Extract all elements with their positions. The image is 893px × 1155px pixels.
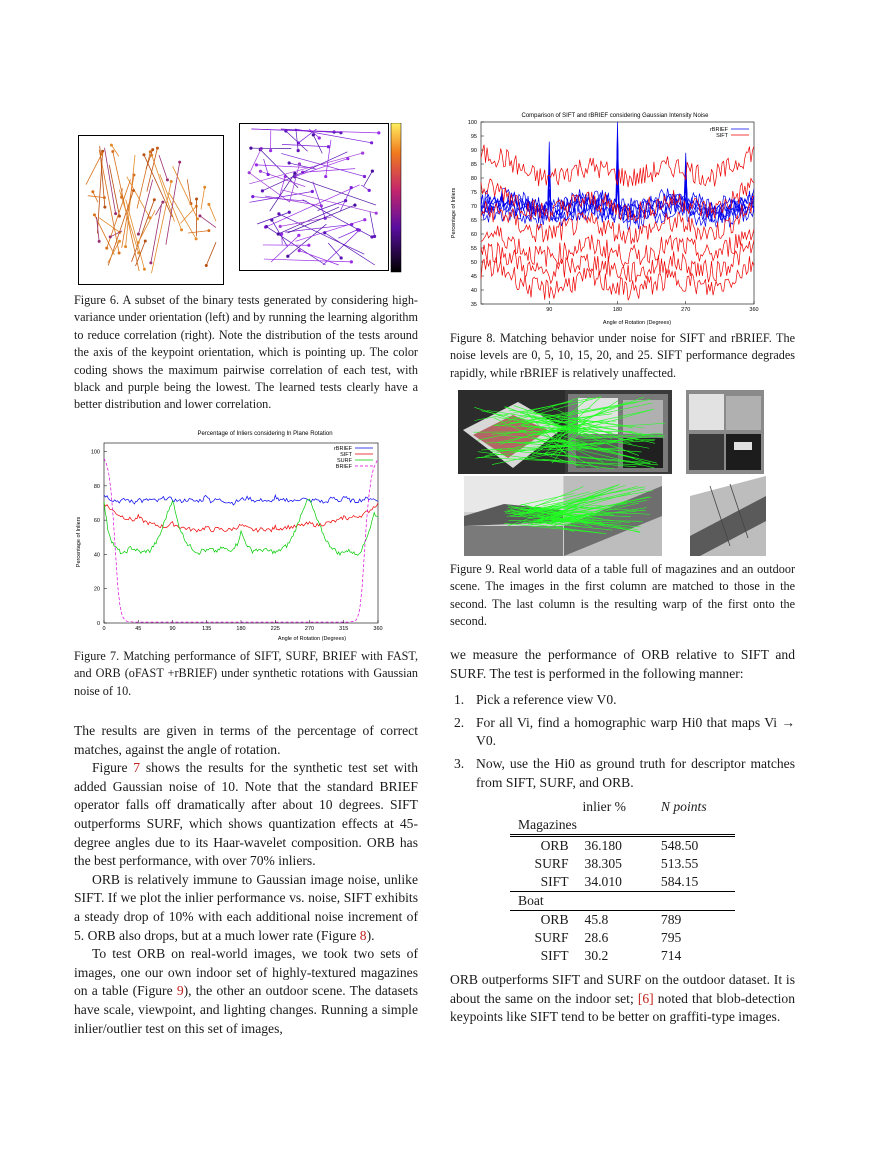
list-item: 3. Now, use the Hi0 as ground truth for descriptor matches from SIFT, SURF, and ORB. bbox=[454, 755, 795, 790]
y-tick-label: 65 bbox=[470, 218, 477, 224]
test-point bbox=[207, 203, 210, 206]
x-tick-label: 270 bbox=[304, 626, 315, 632]
test-point bbox=[375, 212, 378, 215]
y-tick-label: 70 bbox=[470, 204, 477, 210]
test-point bbox=[248, 171, 251, 174]
test-point bbox=[311, 190, 314, 193]
paragraph: we measure the performance of ORB relative to SIFT and SURF. The test is performed in the following manner: bbox=[450, 647, 795, 681]
table-row: SURF 38.305 513.55 bbox=[534, 856, 699, 871]
test-point bbox=[196, 217, 199, 220]
chart-title: Percentage of Inliers considering In Plane Rotation bbox=[197, 431, 333, 437]
x-tick-label: 90 bbox=[546, 307, 553, 313]
test-point bbox=[324, 175, 327, 178]
x-tick-label: 0 bbox=[102, 626, 106, 632]
test-point bbox=[297, 234, 300, 237]
y-tick-label: 60 bbox=[470, 232, 477, 238]
test-point bbox=[111, 150, 114, 153]
test-point bbox=[109, 235, 112, 238]
test-point bbox=[361, 151, 364, 154]
group-row bbox=[510, 892, 735, 911]
paragraph: ORB is relatively immune to Gaussian image noise, unlike SIFT. If we plot the inlier performance vs. noise, SIFT exhibits a steady drop of 10% with each additional noise increment of 5. ORB also drops, but at a much lower rate (Figure 8). bbox=[74, 871, 418, 943]
binary-tests-right-panel bbox=[239, 123, 389, 271]
y-tick-label: 55 bbox=[470, 246, 477, 252]
table-row: SURF 28.6 795 bbox=[534, 930, 682, 945]
test-point bbox=[286, 255, 289, 258]
test-point bbox=[120, 196, 123, 199]
x-tick-label: 180 bbox=[612, 307, 623, 313]
test-point bbox=[103, 206, 106, 209]
x-tick-label: 360 bbox=[749, 307, 759, 313]
test-point bbox=[277, 212, 280, 215]
group-label: Magazines bbox=[518, 817, 577, 832]
test-point bbox=[353, 204, 356, 207]
y-tick-label: 20 bbox=[93, 586, 100, 593]
test-point bbox=[195, 237, 198, 240]
magazines-warp-image bbox=[686, 390, 764, 474]
test-point bbox=[350, 260, 353, 263]
x-tick-label: 225 bbox=[270, 626, 280, 632]
legend-label: BRIEF bbox=[335, 464, 352, 470]
legend-label: SIFT bbox=[716, 133, 728, 139]
legend-label: rBRIEF bbox=[333, 446, 352, 452]
test-point bbox=[327, 145, 330, 148]
table-row: ORB 36.180 548.50 bbox=[540, 838, 699, 853]
test-point bbox=[346, 157, 349, 160]
series-line-rbrief bbox=[104, 495, 378, 505]
test-point bbox=[270, 218, 273, 221]
x-tick-label: 45 bbox=[135, 626, 142, 632]
list-item: 1. Pick a reference view V0. bbox=[454, 692, 617, 708]
test-point bbox=[279, 225, 282, 228]
x-tick-label: 90 bbox=[169, 626, 176, 632]
legend-label: SURF bbox=[337, 458, 352, 464]
test-point bbox=[98, 240, 101, 243]
test-point bbox=[103, 196, 106, 199]
test-point bbox=[170, 180, 173, 183]
test-point bbox=[318, 136, 321, 139]
test-point bbox=[307, 244, 310, 247]
test-point bbox=[298, 249, 301, 252]
y-axis-label: Percentage of Inliers bbox=[76, 516, 82, 568]
test-point bbox=[142, 153, 145, 156]
x-tick-label: 180 bbox=[236, 626, 246, 632]
x-axis-label: Angle of Rotation (Degrees) bbox=[277, 636, 347, 642]
test-point bbox=[114, 212, 117, 215]
figure-8-link[interactable]: 8 bbox=[359, 927, 367, 943]
test-point bbox=[180, 228, 183, 231]
test-point bbox=[93, 213, 96, 216]
y-tick-label: 50 bbox=[470, 260, 477, 266]
series-line-sift bbox=[481, 256, 754, 300]
legend-label: rBRIEF bbox=[709, 127, 728, 133]
figure-9 bbox=[458, 390, 788, 558]
group-row bbox=[510, 816, 735, 836]
y-tick-label: 60 bbox=[93, 518, 100, 525]
column-header: inlier % bbox=[582, 799, 626, 814]
y-tick-label: 80 bbox=[470, 176, 477, 182]
series-line-sift bbox=[104, 503, 378, 532]
series-line-rbrief bbox=[481, 170, 754, 224]
test-point bbox=[332, 130, 335, 133]
test-point bbox=[151, 148, 154, 151]
test-point bbox=[149, 261, 152, 264]
figure-8-chart bbox=[447, 108, 767, 326]
test-point bbox=[156, 147, 159, 150]
y-tick-label: 40 bbox=[93, 552, 100, 559]
test-point bbox=[124, 245, 127, 248]
test-point bbox=[207, 229, 210, 232]
paragraph: To test ORB on real-world images, we took two sets of images, one our own indoor set of highly-textured magazines on a table (Figure 9), the other an outdoor scene. The datasets have scale, viewpoint, and lighting changes. Running a simple inlier/outlier test on this set of images, bbox=[74, 946, 418, 1036]
series-line-brief bbox=[104, 458, 378, 622]
test-point bbox=[137, 251, 140, 254]
table-row: SIFT 34.010 584.15 bbox=[510, 873, 735, 892]
y-tick-label: 45 bbox=[470, 274, 477, 280]
left-column-text bbox=[74, 722, 418, 1038]
right-column-text bbox=[450, 646, 795, 796]
table-row: SIFT 30.2 714 bbox=[540, 948, 682, 963]
binary-tests-left-panel bbox=[78, 135, 224, 285]
test-point bbox=[166, 178, 169, 181]
list-item: 2. For all Vi, find a homographic warp Hi0 that maps Vi → V0. bbox=[454, 714, 795, 749]
legend-label: SIFT bbox=[340, 452, 352, 458]
group-label: Boat bbox=[518, 893, 544, 908]
test-point bbox=[132, 189, 135, 192]
y-tick-label: 40 bbox=[470, 288, 477, 294]
test-point bbox=[371, 169, 374, 172]
test-point bbox=[312, 133, 315, 136]
test-point bbox=[118, 251, 121, 254]
figure-7-chart bbox=[72, 424, 420, 642]
test-point bbox=[293, 172, 296, 175]
paragraph: Figure 7 shows the results for the synthetic test set with added Gaussian noise of 10. Note that the standard BRIEF operator falls off dramatically after about 10 degrees. SIFT outperforms SURF, which shows quantization effects at 45-degree angles due to its Haar-wavelet composition. ORB has the best performance, with over 70% inliers. bbox=[74, 760, 419, 869]
test-point bbox=[249, 147, 252, 150]
test-point bbox=[137, 233, 140, 236]
chart-title: Comparison of SIFT and rBRIEF considering Gaussian Intensity Noise bbox=[521, 113, 709, 119]
figure-6-caption: Figure 6. A subset of the binary tests generated by considering high-variance under orientation (left) and by running the learning algorithm to reduce correlation (right). Note the distribution of the tests around the axis of the keypoint orientation, which is pointing up. The color coding shows the maximum pairwise correlation of each test, with black and purple being the lowest. The learned tests clearly have a better distribution and lower correlation. bbox=[74, 293, 418, 412]
test-point bbox=[161, 201, 164, 204]
figure-7-link[interactable]: 7 bbox=[133, 760, 141, 776]
test-point bbox=[205, 264, 208, 267]
test-point bbox=[288, 211, 291, 214]
test-point bbox=[297, 149, 300, 152]
x-axis-label: Angle of Rotation (Degrees) bbox=[602, 320, 672, 326]
test-point bbox=[323, 231, 326, 234]
test-point bbox=[198, 214, 201, 217]
test-point bbox=[363, 218, 366, 221]
magazines-match-image bbox=[458, 390, 672, 474]
column-header: N points bbox=[660, 799, 707, 814]
test-point bbox=[370, 141, 373, 144]
test-point bbox=[137, 241, 140, 244]
test-point bbox=[105, 247, 108, 250]
test-point bbox=[251, 195, 254, 198]
test-point bbox=[368, 189, 371, 192]
figure-7-caption: Figure 7. Matching performance of SIFT, SURF, BRIEF with FAST, and ORB (oFAST +rBRIEF) under synthetic rotations with Gaussian noise of 10. bbox=[74, 649, 418, 698]
test-point bbox=[340, 256, 343, 259]
x-tick-label: 360 bbox=[373, 626, 383, 632]
test-point bbox=[91, 190, 94, 193]
y-tick-label: 80 bbox=[93, 483, 100, 490]
test-point bbox=[153, 198, 156, 201]
figure-6 bbox=[74, 121, 419, 286]
test-point bbox=[110, 144, 113, 147]
y-tick-label: 90 bbox=[470, 148, 477, 154]
y-tick-label: 85 bbox=[470, 162, 477, 168]
table-header-row bbox=[510, 798, 735, 816]
y-tick-label: 0 bbox=[96, 621, 100, 627]
test-point bbox=[143, 268, 146, 271]
boat-match-image bbox=[464, 476, 662, 556]
plot-area bbox=[468, 120, 759, 313]
test-point bbox=[195, 198, 198, 201]
y-tick-label: 95 bbox=[470, 134, 477, 140]
y-axis-label: Percentage of Inliers bbox=[451, 187, 457, 239]
y-tick-label: 100 bbox=[90, 449, 100, 456]
x-tick-label: 315 bbox=[339, 626, 349, 632]
test-point bbox=[101, 150, 104, 153]
figure-9-link[interactable]: 9 bbox=[176, 983, 184, 999]
test-point bbox=[118, 240, 121, 243]
test-point bbox=[350, 186, 353, 189]
test-point bbox=[356, 228, 359, 231]
test-point bbox=[260, 147, 263, 150]
test-point bbox=[132, 173, 135, 176]
test-point bbox=[144, 240, 147, 243]
test-point bbox=[265, 225, 268, 228]
paragraph: ORB outperforms SIFT and SURF on the outdoor dataset. It is about the same on the indoor set; [6] noted that blob-detection keypoints like SIFT tend to be better on graffiti-type images. bbox=[450, 972, 795, 1025]
test-point bbox=[373, 235, 376, 238]
test-point bbox=[100, 152, 103, 155]
test-point bbox=[363, 175, 366, 178]
paragraph: The results are given in terms of the percentage of correct matches, against the angle of rotation. bbox=[74, 723, 418, 757]
figure-8-caption: Figure 8. Matching behavior under noise for SIFT and rBRIEF. The noise levels are 0, 5, 10, 15, 20, and 25. SIFT performance degrades rapidly, while rBRIEF is relatively unaffected. bbox=[450, 331, 795, 380]
test-point bbox=[298, 162, 301, 165]
citation-6-link[interactable]: [6] bbox=[637, 990, 654, 1006]
x-tick-label: 135 bbox=[202, 626, 212, 632]
test-point bbox=[267, 173, 270, 176]
results-table bbox=[510, 798, 735, 965]
x-tick-label: 270 bbox=[681, 307, 691, 313]
series-line-surf bbox=[104, 499, 378, 555]
plot-area bbox=[91, 443, 383, 632]
y-tick-label: 35 bbox=[470, 302, 477, 308]
test-point bbox=[203, 186, 206, 189]
test-point bbox=[259, 170, 262, 173]
right-column-text-end bbox=[450, 971, 795, 1027]
figure-9-caption: Figure 9. Real world data of a table full of magazines and an outdoor scene. The images in the first column are matched to those in the second. The last column is the resulting warp of the first onto the second. bbox=[450, 562, 795, 629]
correlation-colorbar bbox=[390, 123, 402, 273]
plot-frame bbox=[104, 443, 378, 623]
test-point bbox=[377, 131, 380, 134]
test-point bbox=[261, 189, 264, 192]
y-tick-label: 75 bbox=[470, 190, 477, 196]
test-point bbox=[288, 161, 291, 164]
test-point bbox=[255, 163, 258, 166]
boat-warp-image bbox=[690, 476, 766, 556]
test-point bbox=[269, 149, 272, 152]
test-point bbox=[178, 161, 181, 164]
y-tick-label: 100 bbox=[467, 120, 477, 126]
table-row: ORB 45.8 789 bbox=[540, 912, 682, 927]
procedure-list bbox=[450, 691, 795, 792]
